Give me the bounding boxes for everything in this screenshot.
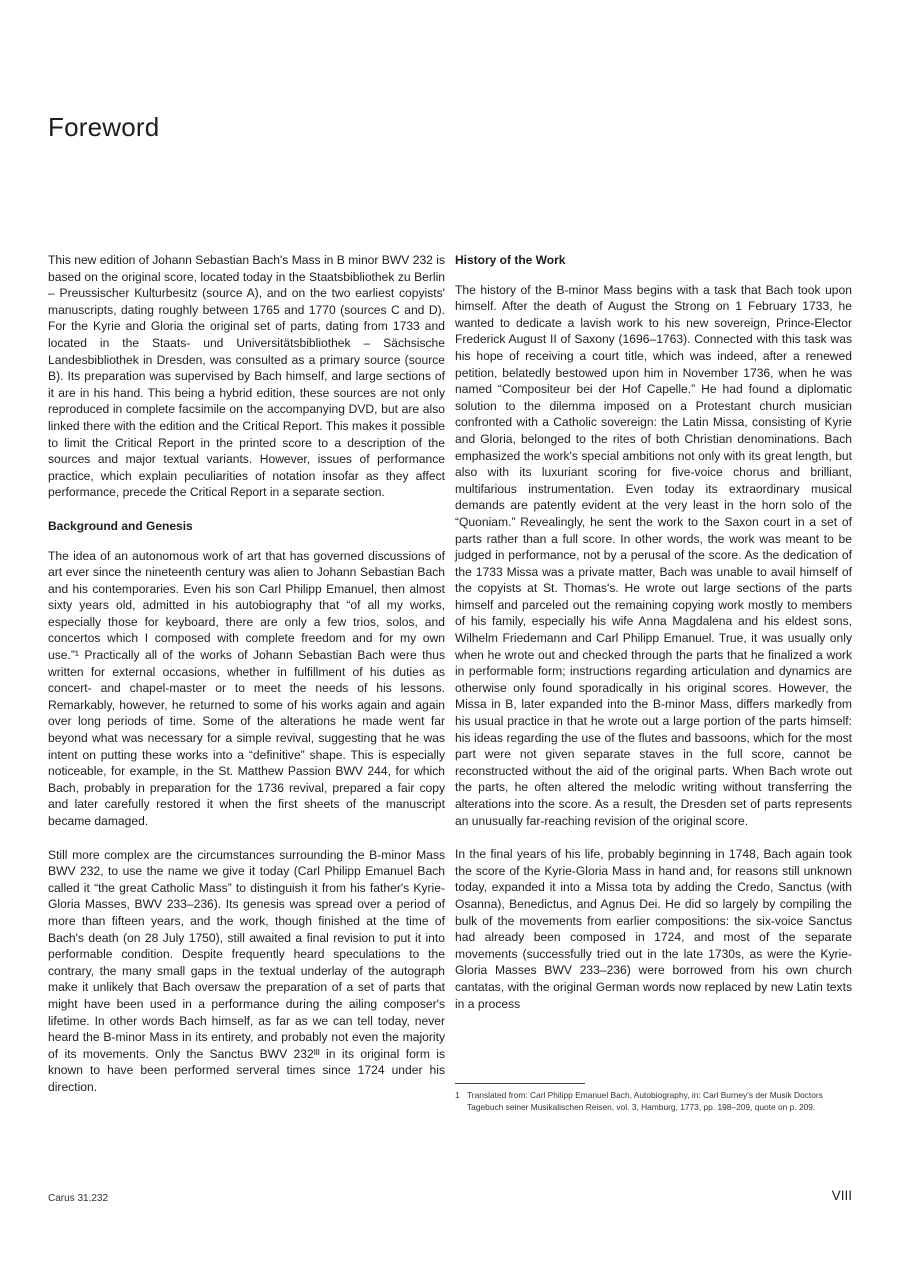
background-paragraph-2: Still more complex are the circumstances surrounding the B-minor Mass BWV 232, to use the name we give it today (Carl Philipp Emanuel Bach called it “the great Catholic Mass” to distinguish it from his father's Kyrie-Gloria Masses, BWV 233–236). Its genesis was spread over a period of more than fifteen years, and the work, though finished at the time of Bach's death (on 28 July 1750), still awaited a final revision to put it into performable condition. Despite frequently heard speculations to the contrary, the many small gaps in the textual underlay of the autograph make it unlikely that Bach oversaw the preparation of a set of parts that might have been used in a performance during the ailing composer's lifetime. In other words Bach himself, as far as we can tell today, never heard the B-minor Mass in its entirety, and probably not even the majority of its movements. Only the Sanctus BWV 232ᴵᴵᴵ in its original form is known to have been performed serveral times since 1724 under his direction. [48, 847, 445, 1094]
section-heading-background: Background and Genesis [48, 518, 193, 533]
background-paragraph-1: The idea of an autonomous work of art that has governed discussions of art ever since the nineteenth century was alien to Johann Sebastian Bach and his contemporaries. Even his son Carl Philipp Emanuel, then almost sixty years old, admitted in his autobiography that “of all my works, especially those for keyboard, there are only a few trios, solos, and concertos which I composed with complete freedom and for my own use.”¹ Practically all of the works of Johann Sebastian Bach were thus written for external occasions, whether in fulfillment of his duties as concert- and chapel-master or to meet the needs of his lessons. Remarkably, however, he returned to some of his works again and again over long periods of time. Some of the alterations he made went far beyond what was necessary for a simple revival, suggesting that he was intent on putting these works into a “definitive” shape. This is especially noticeable, for example, in the St. Matthew Passion BWV 244, for which Bach, probably in preparation for the 1736 revival, prepared a fair copy and later carefully restored it when the first sheets of the manuscript became damaged. [48, 548, 445, 828]
page-number: VIII [831, 1188, 852, 1203]
footnote-number: 1 [455, 1090, 460, 1100]
history-paragraph-1: The history of the B-minor Mass begins with a task that Bach took upon himself. After the death of August the Strong on 1 February 1733, he wanted to dedicate a lavish work to his new sovereign, Prince-Elector Frederick August II of Saxony (1696–1763). Connected with this task was his hope of receiving a court title, which was indeed, after a renewed petition, belatedly bestowed upon him in November 1736, when he was named “Compositeur bei der Hof Capelle.” He had found a diplomatic solution to the dilemma imposed on a Protestant church musician confronted with a Catholic sovereign: the Latin Missa, consisting of Kyrie and Gloria, belonged to the rites of both Christian denominations. Bach emphasized the work's special ambitions not only with its great length, but also with its luxuriant scoring for five-voice chorus and brilliant, multifarious instrumentation. Even today its extraordinary musical demands are patently evident at the very least in the horn solo of the “Quoniam.” Revealingly, he sent the work to the Saxon court in a set of parts rather than a full score. In other words, the work was meant to be judged in performance, not by a perusal of the score. As the dedication of the 1733 Missa was a private matter, Bach was unable to avail himself of the copyists at St. Thomas's. He wrote out large sections of the parts himself and parceled out the remaining copying work mostly to members of his family, especially his wife Anna Magdalena and his eldest sons, Wilhelm Friedemann and Carl Philipp Emanuel. True, it was usually only when he wrote out and checked through the parts that he finalized a work in performable form; instructions regarding articulation and dynamics are otherwise only found sporadically in his original scores. However, the Missa in B, later expanded into the B-minor Mass, differs markedly from his usual practice in that he wrote out a large portion of the parts himself: his ideas regarding the use of the flutes and bassoons, which for the most part were not given separate staves in the full score, cannot be reconstructed without the aid of the original parts. When Bach wrote out the parts, he often altered the melodic writing without transferring the alterations into the score. As a result, the Dresden set of parts represents an unusually far-reaching revision of the original score. [455, 282, 852, 828]
section-heading-history: History of the Work [455, 253, 566, 267]
left-column [48, 252, 445, 1113]
right-column [455, 252, 852, 1029]
history-paragraph-2: In the final years of his life, probably beginning in 1748, Bach again took the score of the Kyrie-Gloria Mass in hand and, for reasons still unknown today, expanded it into a Missa tota by adding the Credo, Sanctus (with Osanna), Benedictus, and Agnus Dei. He did so largely by compiling the bulk of the movements from earlier compositions: the six-voice Sanctus had already been composed in 1724, and most of the separate movements (successfully tried out in the late 1730s, as were the Kyrie-Gloria Masses BWV 233–236) were borrowed from his own church cantatas, with the original German words now replaced by new Latin texts in a process [455, 847, 852, 1011]
page-title: Foreword [48, 112, 160, 142]
footer-catalog-number: Carus 31.232 [48, 1193, 109, 1204]
footnote-divider [455, 1083, 585, 1084]
intro-paragraph: This new edition of Johann Sebastian Bach's Mass in B minor BWV 232 is based on the original score, located today in the Staatsbibliothek zu Berlin – Preussischer Kulturbesitz (source A), and on the two earliest copyists' manuscripts, dating roughly between 1765 and 1770 (sources C and D). For the Kyrie and Gloria the original set of parts, dating from 1733 and located in the Staats- und Universitätsbibliothek – Sächsische Landesbibliothek in Dresden, was consulted as a primary source (source B). Its preparation was supervised by Bach himself, and large sections of it are in his hand. This being a hybrid edition, these sources are not only reproduced in complete facsimile on the accompanying DVD, but are also linked there with the edition and the Critical Report. This makes it possible to limit the Critical Report in the printed score to a description of the sources and major textual variants. However, issues of performance practice, which explain peculiarities of notation insofar as they affect performance, precede the Critical Report in a separate section. [48, 253, 445, 500]
footnote [455, 1090, 852, 1113]
footnote-text: Translated from: Carl Philipp Emanuel Bach, Autobiography, in: Carl Burney's der Musik Doctors Tagebuch seiner Musikalischen Reisen, vol. 3, Hamburg, 1773, pp. 198–209, quote on p. 209. [467, 1090, 823, 1112]
